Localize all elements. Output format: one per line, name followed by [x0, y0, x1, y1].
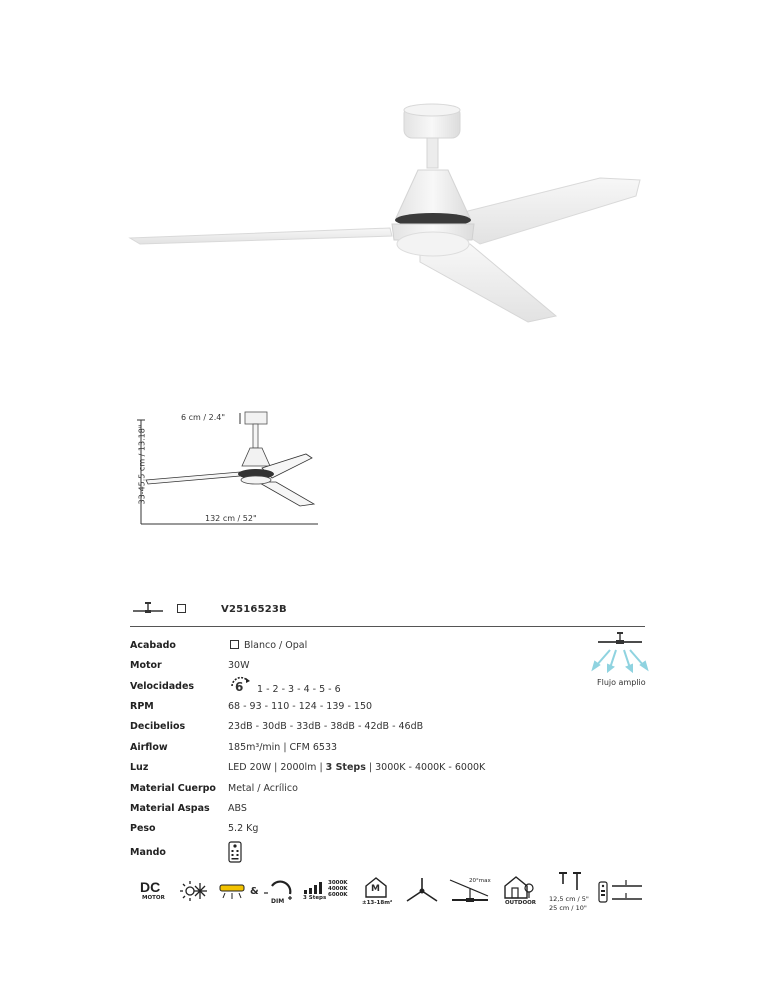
spec-label: Material Cuerpo [130, 783, 216, 794]
spec-value: LED 20W | 2000lm | [228, 762, 326, 773]
spec-value: 5.2 Kg [228, 823, 259, 834]
spec-row-airflow [130, 742, 550, 762]
spec-label: Mando [130, 847, 166, 858]
spec-label: Material Aspas [130, 803, 210, 814]
three-steps-label: 3 Steps [303, 895, 327, 901]
cct-values: 3000K 4000K 6000K [328, 880, 348, 898]
outdoor-label: OUTDOOR [505, 900, 537, 906]
summer-winter-icon [180, 878, 208, 904]
spec-row-peso [130, 823, 550, 843]
led-light-icon [218, 883, 246, 901]
dimension-drop-label: 6 cm / 2.4" [181, 413, 226, 422]
three-blades-icon [404, 877, 440, 905]
outdoor-house-icon [503, 874, 535, 900]
tilt-label: 20°max [469, 878, 491, 884]
spec-label: Peso [130, 823, 156, 834]
spec-row-material-aspas [130, 803, 550, 823]
spec-value: 1 - 2 - 3 - 4 - 5 - 6 [257, 684, 341, 695]
finish-swatch-icon [177, 604, 186, 613]
spec-value-bold: 3 Steps [325, 762, 366, 773]
room-size-letter: M [371, 884, 380, 894]
fan-silhouette-icon [132, 602, 164, 618]
spec-value: ABS [228, 803, 247, 814]
spec-value: 30W [228, 660, 250, 671]
spec-row-luz [130, 762, 550, 782]
spec-label: Velocidades [130, 681, 195, 692]
spec-label: Acabado [130, 640, 176, 651]
speed-count-number: 6 [235, 680, 244, 694]
spec-value: Metal / Acrílico [228, 783, 298, 794]
dimension-height-label: 33-45.5 cm / 13.18" [137, 424, 147, 505]
spec-row-rpm [130, 701, 550, 721]
remote-control-icon [228, 841, 242, 863]
product-reference: V2516523B [221, 604, 287, 615]
dimension-drawing [0, 380, 360, 540]
spec-label: RPM [130, 701, 154, 712]
airflow-mode-label: Flujo amplio [597, 678, 646, 687]
spec-value: Blanco / Opal [244, 640, 308, 651]
spec-row-acabado [130, 640, 550, 660]
spec-value: 68 - 93 - 110 - 124 - 139 - 150 [228, 701, 373, 712]
spec-row-decibelios [130, 721, 550, 741]
three-steps-bars-icon [303, 882, 325, 894]
spec-row-material-cuerpo [130, 783, 550, 803]
downrod-lengths: 12,5 cm / 5" 25 cm / 10" [549, 895, 589, 912]
ceiling-fan-photo [0, 0, 771, 360]
spec-row-mando [130, 847, 550, 867]
spec-row-velocidades [130, 681, 550, 701]
spec-value: 23dB - 30dB - 33dB - 38dB - 42dB - 46dB [228, 721, 424, 732]
one-remote-multiple-fans-icon [598, 879, 644, 907]
spec-label: Airflow [130, 742, 168, 753]
spec-label: Luz [130, 762, 149, 773]
downrod-options-icon [556, 872, 586, 892]
dc-motor-icon: DC MOTOR [140, 879, 165, 901]
spec-value: | 3000K - 4000K - 6000K [365, 762, 486, 773]
spec-value: 185m³/min | CFM 6533 [228, 742, 338, 753]
spec-row-motor [130, 660, 550, 680]
room-size-label: ±13-18m² [362, 900, 393, 906]
speed-count-icon [228, 681, 254, 697]
spec-header [130, 600, 645, 627]
spec-label: Decibelios [130, 721, 186, 732]
dimension-width-label: 132 cm / 52" [205, 514, 257, 523]
white-swatch-icon [230, 640, 239, 649]
wide-airflow-icon [590, 630, 650, 676]
dim-label: DIM [271, 898, 285, 905]
ampersand-label: & [250, 886, 259, 897]
spec-label: Motor [130, 660, 162, 671]
